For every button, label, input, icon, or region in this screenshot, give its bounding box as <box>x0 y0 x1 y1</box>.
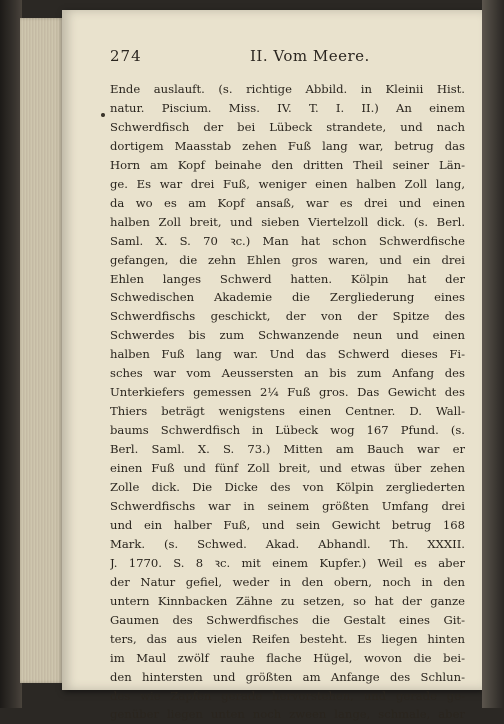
text-line: Thiers beträgt wenigstens einen Centner. D. Wall- <box>110 404 465 419</box>
text-line: halben Zoll breit, und sieben Viertelzoll dick. (s. Berl. <box>110 214 465 229</box>
text-line: den hintersten und größten am Anfange des Schlun- <box>110 669 465 684</box>
text-line: Schwedischen Akademie die Zergliederung eines <box>110 290 465 305</box>
text-line: Unterkiefers gemessen 2¼ Fuß gros. Das Gewicht des <box>110 385 465 400</box>
page-number: 274 <box>110 47 142 65</box>
text-line: baums Schwerdfisch in Lübeck wog 167 Pfund. (s. <box>110 423 465 438</box>
text-line: Ende auslauft. (s. richtige Abbild. in Kleinii Hist. <box>110 82 465 96</box>
text-line: der Natur gefiel, weder in den obern, noch in den <box>110 574 465 589</box>
running-title: II. Vom Meere. <box>250 47 370 65</box>
text-line: untern Kinnbacken Zähne zu setzen, so hat der ganze <box>110 593 465 608</box>
text-line: halben Fuß lang war. Und das Schwerd dieses Fi- <box>110 347 465 362</box>
text-line: Zolle dick. Die Dicke des von Kölpin zergliederten <box>110 480 465 495</box>
page-edges <box>20 18 64 683</box>
book-cover-left <box>0 0 22 708</box>
text-line: genüber liegen unten noch zween lange, schmale, aber <box>110 707 465 722</box>
text-line: Berl. Saml. X. S. 73.) Mitten am Bauch war er <box>110 442 465 457</box>
text-line: da wo es am Kopf ansaß, war es drei und einen <box>110 195 465 210</box>
body-text <box>110 80 465 724</box>
text-line: ge. Es war drei Fuß, weniger einen halben Zoll lang, <box>110 176 465 191</box>
text-line: im Maul zwölf rauhe flache Hügel, wovon die bei- <box>110 650 465 665</box>
text-line: Schwerdes bis zum Schwanzende neun und einen <box>110 328 465 343</box>
text-line: Horn am Kopf beinahe den dritten Theil seiner Län- <box>110 157 465 172</box>
text-line: Schwerdfisch der bei Lübeck strandete, und nach <box>110 119 465 134</box>
text-line: einen Fuß und fünf Zoll breit, und etwas über zehen <box>110 461 465 476</box>
page-header <box>110 47 450 69</box>
text-line: dortigem Maasstab zehen Fuß lang war, betrug das <box>110 138 465 153</box>
margin-dot <box>101 113 105 117</box>
text-line: gefangen, die zehn Ehlen gros waren, und ein drei <box>110 252 465 267</box>
text-line: sches war vom Aeussersten an bis zum Anfang des <box>110 366 465 381</box>
text-line: Schwerdfischs geschickt, der von der Spitze des <box>110 309 465 324</box>
text-line: J. 1770. S. 8 ꝛc. mit einem Kupfer.) Weil es aber <box>110 555 465 570</box>
text-line: Schwerdfischs war in seinem größten Umfang drei <box>110 498 465 513</box>
text-line: ters, das aus vielen Reifen besteht. Es liegen hinten <box>110 631 465 646</box>
text-line: Mark. (s. Schwed. Akad. Abhandl. Th. XXXII. <box>110 536 465 551</box>
text-line: Saml. X. S. 70 ꝛc.) Man hat schon Schwerdfische <box>110 233 465 248</box>
book-cover-right <box>482 0 504 708</box>
text-line: Gaumen des Schwerdfisches die Gestalt eines Git- <box>110 612 465 627</box>
text-line: des wie Zapfen gerade hervorstehen, und gerade ge- <box>110 688 465 703</box>
text-line: Ehlen langes Schwerd hatten. Kölpin hat der <box>110 271 465 286</box>
text-line: und ein halber Fuß, und sein Gewicht betrug 168 <box>110 517 465 532</box>
text-line: natur. Piscium. Miss. IV. T. I. II.) An einem <box>110 100 465 115</box>
